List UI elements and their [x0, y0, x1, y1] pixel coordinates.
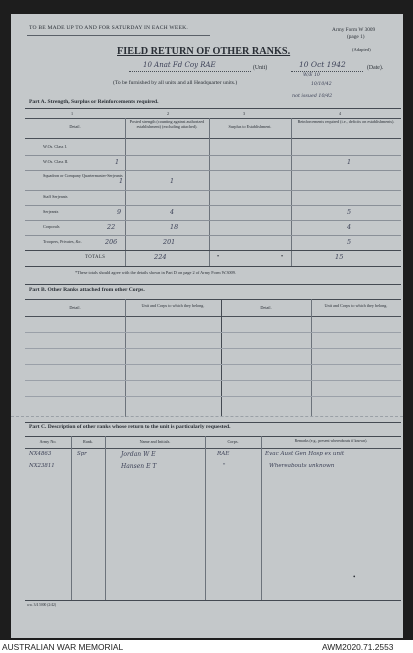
row-posted: 4 [170, 208, 175, 216]
totals-bottom-rule [25, 266, 401, 267]
part-a-header-rule [25, 138, 401, 139]
part-b-col-unit-1: Unit and Corps to which they belong. [141, 303, 205, 308]
row-detail: W.Os. Class II. [43, 159, 69, 164]
date-label: (Date). [367, 65, 384, 71]
row-corps: RAE [217, 451, 230, 457]
part-b-col-detail-1: Detail. [69, 305, 81, 310]
col-number-3: 3 [243, 111, 246, 116]
part-c-col-name: Name and Initials. [139, 439, 171, 444]
annotation-date: 10/10/42 [311, 82, 332, 87]
table-row [25, 140, 401, 155]
notice-underline [27, 35, 210, 36]
row-remarks: Whereabouts unknown [269, 463, 335, 469]
army-form-page: (page 1) [347, 34, 365, 40]
part-b-row-rule [25, 332, 401, 333]
row-detail: W.Os. Class I. [43, 144, 67, 149]
part-b-col-unit-2: Unit and Corps to which they belong. [324, 303, 388, 308]
table-row [25, 220, 401, 235]
row-hand-number: 9 [117, 208, 122, 216]
unit-label: (Unit) [253, 65, 268, 71]
form-title: FIELD RETURN OF OTHER RANKS. [117, 46, 291, 57]
annotation-we: W/E 10 [303, 73, 320, 78]
part-a-rows [25, 140, 401, 250]
part-c-top-rule [25, 422, 401, 423]
annotation-not-issued: not issued 10/42 [292, 94, 333, 99]
date-dotline [291, 71, 363, 72]
row-remarks: Evac Aust Gen Hosp ex unit [265, 451, 345, 457]
table-row [25, 190, 401, 205]
part-c-header-rule [25, 448, 401, 449]
table-row [25, 450, 401, 462]
row-detail: Serjeants [43, 209, 59, 214]
row-posted: 1 [170, 177, 175, 185]
part-c-col-rank: Rank. [83, 439, 93, 444]
row-rank: Spr [77, 451, 87, 457]
part-b-heading: Part B. Other Ranks attached from other Corps. [29, 287, 145, 293]
col-header-reinforcements: Reinforcements required (i.e., deficits on establishments). [297, 119, 395, 124]
part-c-col-corps: Corps. [227, 439, 239, 444]
row-name: Jordan W E [121, 451, 156, 458]
print-code: a.w. 3/4 5000 (2/42) [27, 603, 57, 607]
archive-footer [0, 640, 413, 653]
punch-mark: • [353, 573, 356, 581]
table-row [25, 205, 401, 220]
part-c-bottom-rule [25, 600, 401, 601]
col-number-1: 1 [71, 111, 74, 116]
form-notice: TO BE MADE UP TO AND FOR SATURDAY IN EACH WEEK. [29, 25, 188, 31]
row-detail: Troopers, Privates, &c. [43, 239, 82, 244]
part-a-heading: Part A. Strength, Surplus or Reinforcements required. [29, 99, 159, 105]
army-form-number: Army Form W 3009 [332, 27, 376, 33]
totals-top-rule [25, 250, 401, 251]
col-number-2: 2 [167, 111, 170, 116]
part-b-vline-3 [311, 299, 312, 417]
row-army-no: NX4863 [29, 451, 52, 457]
part-b-row-rule [25, 348, 401, 349]
row-hand-number: 22 [107, 223, 116, 231]
row-detail: Squadron or Company Quartermaster-Serjeants [43, 173, 123, 178]
part-c-header-top-rule [25, 436, 401, 437]
date-value: 10 Oct 1942 [299, 60, 346, 69]
part-b-row-rule [25, 380, 401, 381]
totals-surplus-marker: • [281, 254, 284, 260]
row-corps: " [223, 463, 226, 469]
row-name: Hansen E T [121, 463, 157, 470]
part-b-vline-1 [125, 299, 126, 417]
totals-posted: 224 [154, 253, 167, 261]
row-reinforcements: 4 [347, 223, 352, 231]
totals-reinforcements: 15 [335, 253, 344, 261]
part-b-vline-2 [221, 299, 222, 417]
row-army-no: NX23811 [29, 463, 55, 469]
table-row [25, 235, 401, 250]
totals-label: TOTALS [85, 255, 106, 260]
table-row [25, 170, 401, 190]
row-reinforcements: 5 [347, 208, 352, 216]
part-b-col-detail-2: Detail. [260, 305, 272, 310]
part-b-header-rule [25, 316, 401, 317]
col-header-surplus: Surplus to Establishment. [228, 124, 272, 129]
footer-institution: AUSTRALIAN WAR MEMORIAL [2, 642, 124, 652]
footer-accession-number: AWM2020.71.2553 [322, 642, 394, 652]
part-b-row-rule [25, 396, 401, 397]
part-a-top-rule [25, 108, 401, 109]
row-hand-number: 206 [105, 238, 118, 246]
table-row [25, 155, 401, 170]
row-hand-number: 1 [119, 177, 124, 185]
row-hand-number: 1 [115, 158, 120, 166]
unit-dotline [129, 71, 251, 72]
table-row [25, 462, 401, 474]
part-c-col-remarks: Remarks (e.g., present whereabouts if known). [294, 439, 368, 443]
form-sheet [11, 14, 403, 638]
row-detail: Corporals [43, 224, 60, 229]
part-b-top-rule [25, 284, 401, 285]
row-posted: 18 [170, 223, 179, 231]
row-reinforcements: 5 [347, 238, 352, 246]
col-header-detail: Detail. [69, 124, 81, 129]
totals-footnote: *These totals should agree with the details shown in Part D on page 2 of Army Form W.3009. [75, 270, 236, 275]
totals-surplus: • [217, 254, 220, 260]
part-c-heading: Part C. Description of other ranks whose return to the unit is particularly requested. [29, 424, 231, 430]
army-form-adapted: (Adapted) [352, 47, 371, 52]
furnished-note: (To be furnished by all units and all Headquarter units.) [113, 80, 238, 86]
perforation-line [11, 416, 403, 417]
col-number-4: 4 [339, 111, 342, 116]
row-posted: 201 [163, 238, 176, 246]
unit-value: 10 Anat Fd Coy RAE [143, 61, 216, 69]
col-header-posted: Posted strength (counting against authorized establishment) (excluding attached). [129, 119, 205, 129]
row-reinforcements: 1 [347, 158, 352, 166]
part-b-header-top-rule [25, 299, 401, 300]
part-c-col-army-no: Army No. [39, 439, 57, 444]
row-detail: Staff Serjeants [43, 194, 68, 199]
part-b-row-rule [25, 364, 401, 365]
